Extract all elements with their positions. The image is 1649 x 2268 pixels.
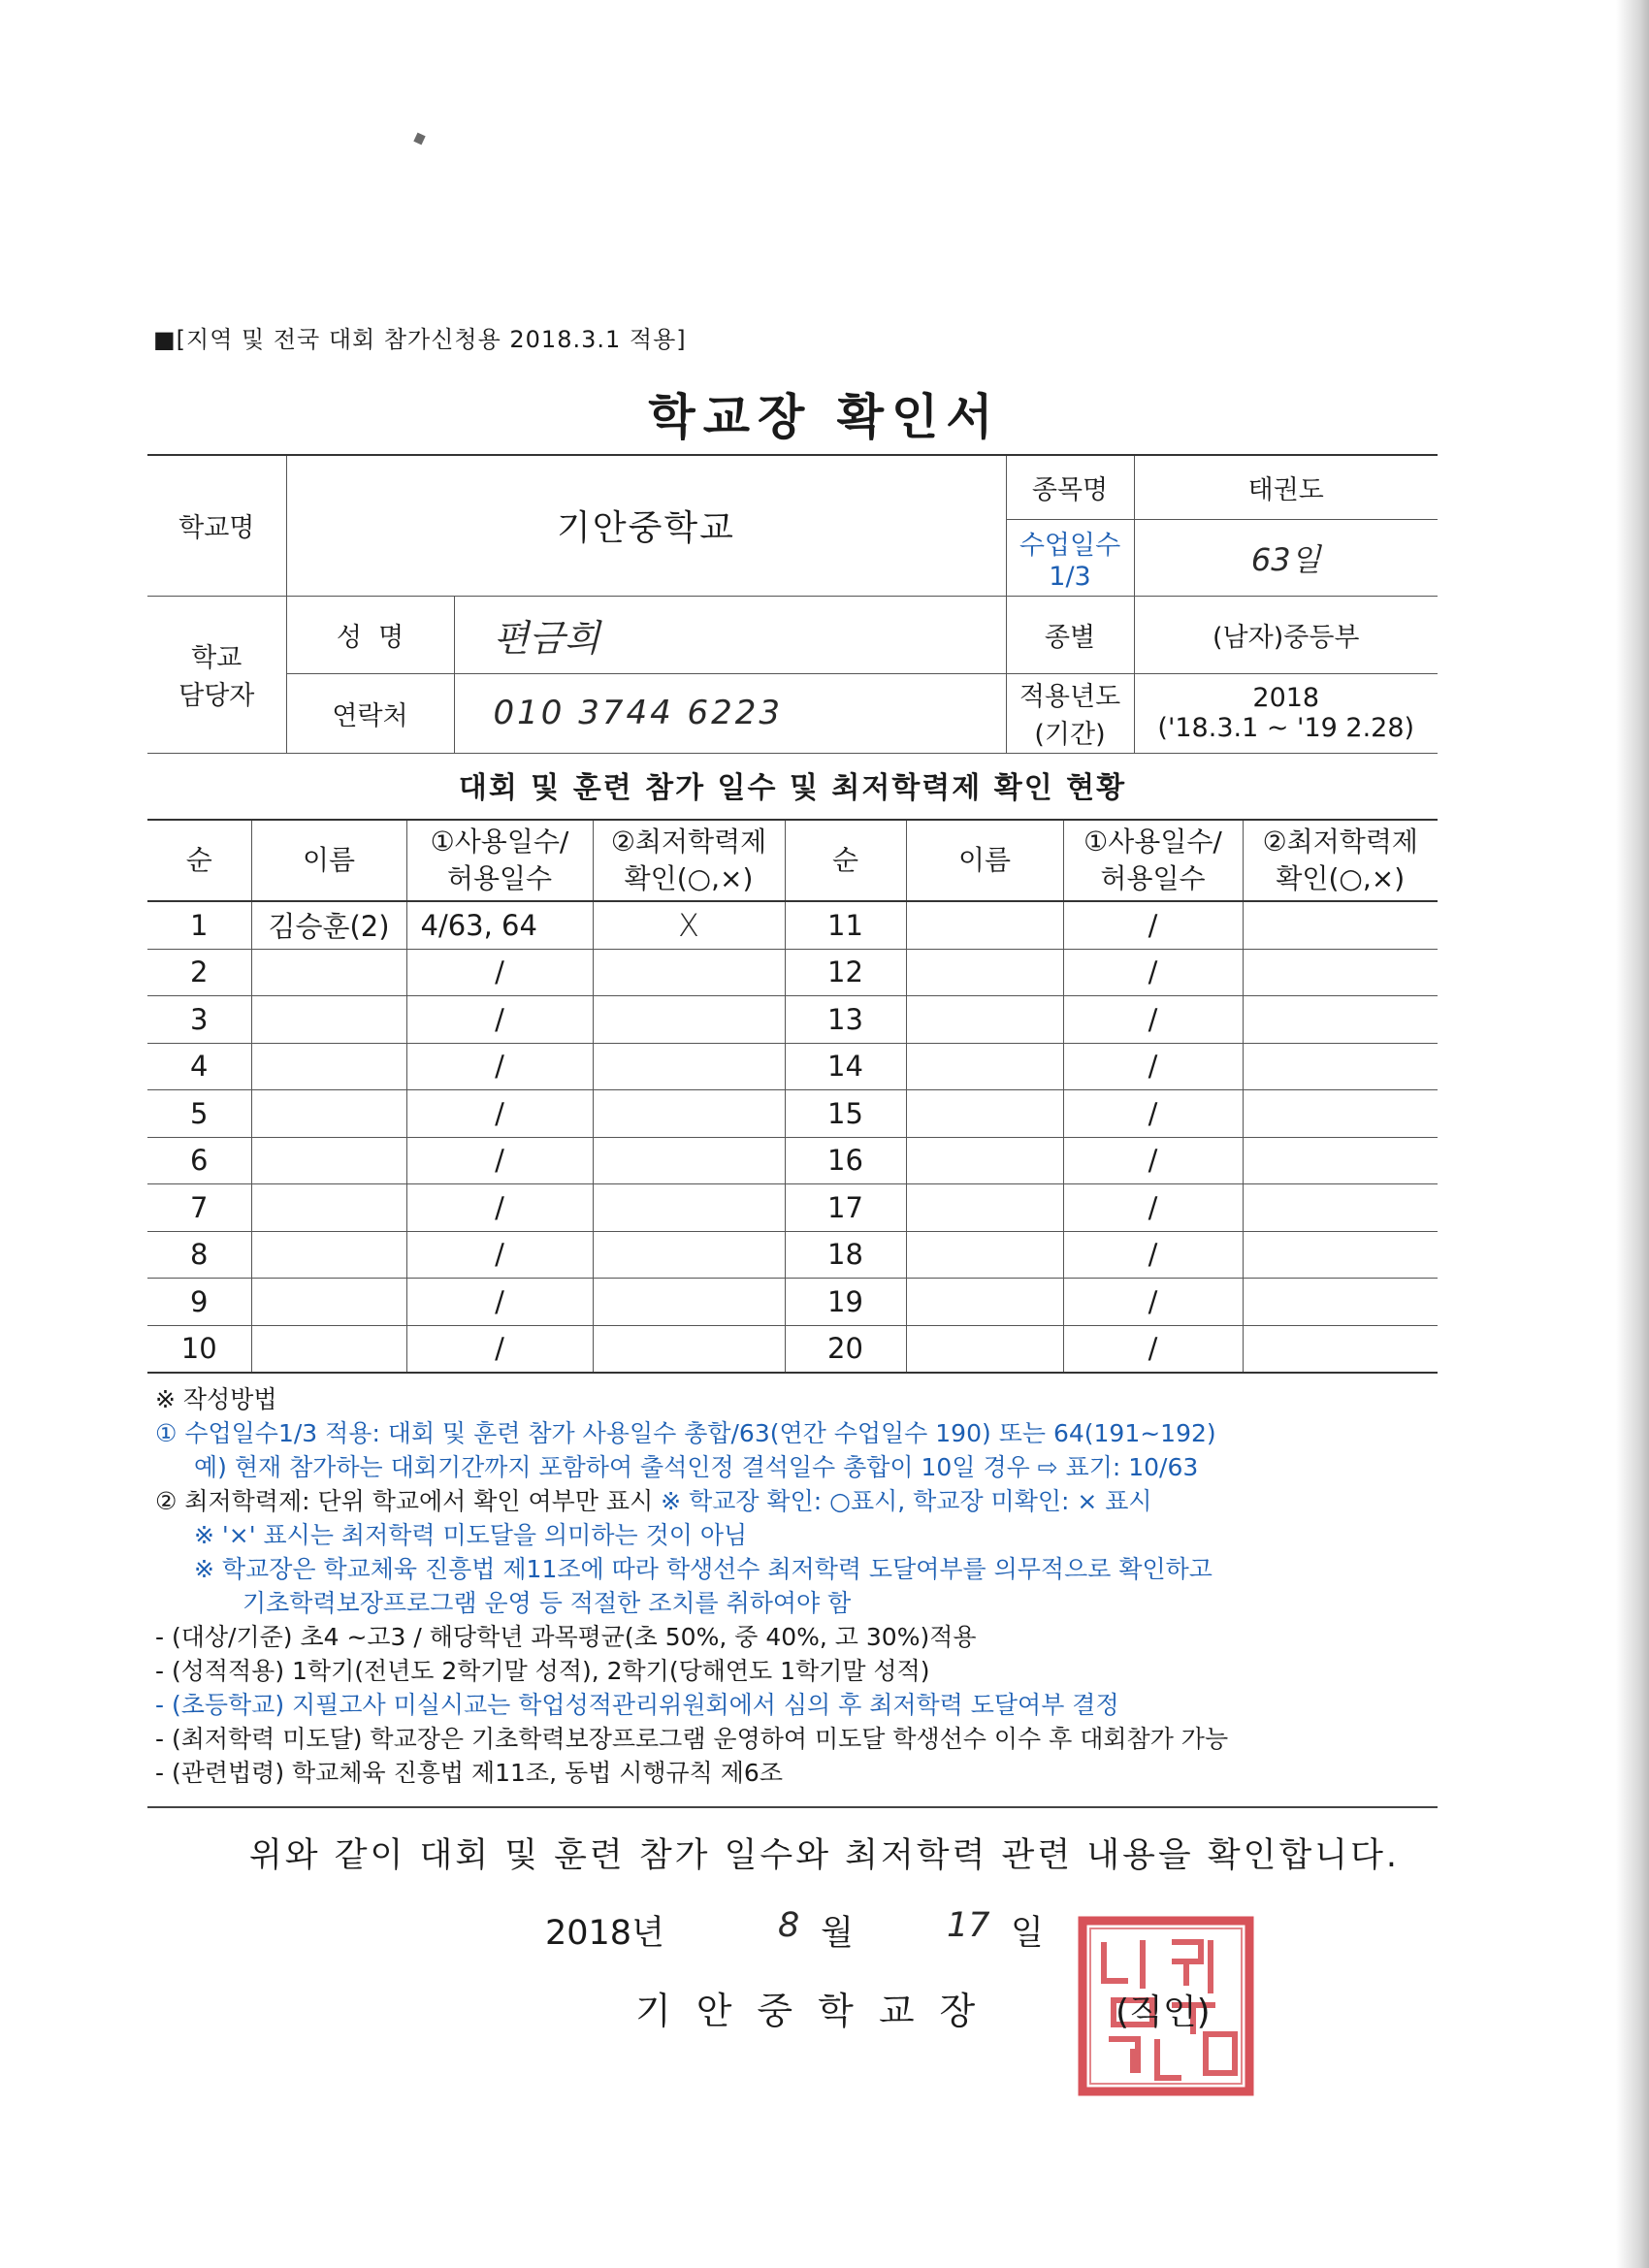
header-grade bbox=[1243, 820, 1438, 901]
row-name-left bbox=[251, 1184, 406, 1232]
row-number-right: 13 bbox=[785, 996, 906, 1044]
row-number-left: 10 bbox=[147, 1325, 251, 1373]
scan-mark bbox=[413, 133, 425, 146]
row-name-left bbox=[251, 1231, 406, 1279]
class-days-value: 63일 bbox=[1134, 519, 1438, 596]
instructions bbox=[155, 1382, 1455, 1790]
header-days-line1: ①사용일수/ bbox=[1083, 826, 1222, 858]
divider bbox=[147, 1806, 1438, 1808]
row-number-left: 8 bbox=[147, 1231, 251, 1279]
note-2-sub: ※ '×' 표시는 최저학력 미도달을 의미하는 것이 아님 bbox=[194, 1521, 748, 1549]
row-number-right: 12 bbox=[785, 949, 906, 996]
row-check-right bbox=[1243, 1279, 1438, 1326]
row-days-left: / bbox=[406, 1231, 593, 1279]
row-check-left bbox=[593, 1231, 785, 1279]
row-number-right: 19 bbox=[785, 1279, 906, 1326]
header-days bbox=[1063, 820, 1243, 901]
row-number-left: 9 bbox=[147, 1279, 251, 1326]
info-table bbox=[147, 454, 1438, 754]
row-days-left: / bbox=[406, 996, 593, 1044]
date-day-unit: 일 bbox=[1011, 1914, 1044, 1953]
row-days-right: / bbox=[1063, 1279, 1243, 1326]
row-name-left bbox=[251, 1043, 406, 1090]
table-row bbox=[147, 1043, 1438, 1090]
row-name-right bbox=[906, 1325, 1063, 1373]
detail-below-minimum: - (최저학력 미도달) 학교장은 기초학력보장프로그램 운영하여 미도달 학생선수 이수 후 대회참가 가능 bbox=[155, 1725, 1229, 1753]
row-name-left bbox=[251, 1325, 406, 1373]
class-days-label-line2: 1/3 bbox=[1049, 561, 1091, 592]
row-number-left: 1 bbox=[147, 901, 251, 949]
row-check-left bbox=[593, 1043, 785, 1090]
row-number-right: 20 bbox=[785, 1325, 906, 1373]
year-label-line2: (기간) bbox=[1034, 720, 1106, 750]
row-number-right: 16 bbox=[785, 1137, 906, 1184]
row-number-left: 6 bbox=[147, 1137, 251, 1184]
manager-label-line2: 담당자 bbox=[178, 681, 255, 711]
row-name-right bbox=[906, 1090, 1063, 1138]
year-label bbox=[1006, 673, 1134, 753]
table-row bbox=[147, 949, 1438, 996]
header-no: 순 bbox=[785, 820, 906, 901]
detail-target: - (대상/기준) 초4 ~고3 / 해당학년 과목평균(초 50%, 중 40%, 고 30%)적용 bbox=[155, 1623, 977, 1651]
row-number-right: 14 bbox=[785, 1043, 906, 1090]
row-number-left: 4 bbox=[147, 1043, 251, 1090]
roster-subtitle: 대회 및 훈련 참가 일수 및 최저학력제 확인 현황 bbox=[458, 771, 1127, 805]
detail-elementary: - (초등학교) 지필고사 미실시교는 학업성적관리위원회에서 심의 후 최저학력 도달여부 결정 bbox=[155, 1691, 1119, 1719]
table-row bbox=[147, 996, 1438, 1044]
row-name-right bbox=[906, 1137, 1063, 1184]
row-number-right: 17 bbox=[785, 1184, 906, 1232]
row-name-left bbox=[251, 949, 406, 996]
school-label: 학교명 bbox=[147, 455, 286, 596]
note-2-highlight: ※ 학교장 확인: ○표시, 학교장 미확인: × 표시 bbox=[661, 1487, 1152, 1515]
row-check-right bbox=[1243, 1325, 1438, 1373]
row-name-left: 김승훈(2) bbox=[251, 901, 406, 949]
row-check-left: X bbox=[593, 901, 785, 949]
date-month: 8 bbox=[778, 1906, 800, 1945]
row-days-right: / bbox=[1063, 1043, 1243, 1090]
row-number-right: 11 bbox=[785, 901, 906, 949]
note-3-line2: 기초학력보장프로그램 운영 등 적절한 조치를 취하여야 함 bbox=[242, 1589, 852, 1617]
header-days bbox=[406, 820, 593, 901]
row-check-left bbox=[593, 1279, 785, 1326]
row-days-right: / bbox=[1063, 1137, 1243, 1184]
note-3-line1: ※ 학교장은 학교체육 진흥법 제11조에 따라 학생선수 최저학력 도달여부를 의무적으로 확인하고 bbox=[194, 1555, 1212, 1583]
event-label: 종목명 bbox=[1006, 455, 1134, 519]
header-days-line2: 허용일수 bbox=[446, 862, 553, 894]
table-row bbox=[147, 1137, 1438, 1184]
name-label: 성 명 bbox=[286, 596, 454, 673]
header-grade-line2: 확인(○,×) bbox=[624, 862, 754, 894]
table-row bbox=[147, 1231, 1438, 1279]
row-check-right bbox=[1243, 1184, 1438, 1232]
header-days-line1: ①사용일수/ bbox=[430, 826, 569, 858]
header-days-line2: 허용일수 bbox=[1100, 862, 1206, 894]
detail-grades: - (성적적용) 1학기(전년도 2학기말 성적), 2학기(당해연도 1학기말 성적) bbox=[155, 1657, 930, 1685]
row-days-left: 4/63, 64 bbox=[406, 901, 593, 949]
header-no: 순 bbox=[147, 820, 251, 901]
row-check-right bbox=[1243, 1043, 1438, 1090]
row-number-left: 3 bbox=[147, 996, 251, 1044]
row-days-left: / bbox=[406, 1043, 593, 1090]
row-check-right bbox=[1243, 1137, 1438, 1184]
year-label-line1: 적용년도 bbox=[1018, 682, 1121, 712]
row-check-left bbox=[593, 949, 785, 996]
row-days-left: / bbox=[406, 1184, 593, 1232]
row-name-right bbox=[906, 1279, 1063, 1326]
note-1-line1: ① 수업일수1/3 적용: 대회 및 훈련 참가 사용일수 총합/63(연간 수업일수 190) 또는 64(191~192) bbox=[155, 1419, 1216, 1447]
application-tag: ■[지역 및 전국 대회 참가신청용 2018.3.1 적용] bbox=[153, 326, 687, 353]
category-label: 종별 bbox=[1006, 596, 1134, 673]
row-check-left bbox=[593, 996, 785, 1044]
row-check-right bbox=[1243, 1231, 1438, 1279]
manager-label-line1: 학교 bbox=[191, 643, 242, 673]
row-name-left bbox=[251, 996, 406, 1044]
date-month-unit: 월 bbox=[821, 1914, 854, 1953]
header-grade-line1: ②최저학력제 bbox=[1262, 826, 1418, 858]
class-days-label bbox=[1006, 519, 1134, 596]
row-check-right bbox=[1243, 1090, 1438, 1138]
row-check-right bbox=[1243, 996, 1438, 1044]
row-number-right: 18 bbox=[785, 1231, 906, 1279]
row-days-right: / bbox=[1063, 1231, 1243, 1279]
roster-body bbox=[147, 901, 1438, 1373]
manager-name: 편금희 bbox=[454, 596, 1006, 673]
table-row bbox=[147, 1184, 1438, 1232]
row-check-left bbox=[593, 1090, 785, 1138]
table-row bbox=[147, 1279, 1438, 1326]
year-value: 2018 bbox=[1252, 683, 1320, 713]
row-check-left bbox=[593, 1137, 785, 1184]
row-days-left: / bbox=[406, 1090, 593, 1138]
detail-laws: - (관련법령) 학교체육 진흥법 제11조, 동법 시행규칙 제6조 bbox=[155, 1759, 783, 1787]
document-title: 학교장 확인서 bbox=[648, 389, 1001, 445]
row-check-left bbox=[593, 1184, 785, 1232]
scan-edge-shadow bbox=[1616, 0, 1649, 2268]
year-value-cell bbox=[1134, 673, 1438, 753]
table-row bbox=[147, 1325, 1438, 1373]
row-name-right bbox=[906, 1043, 1063, 1090]
row-number-left: 2 bbox=[147, 949, 251, 996]
note-2-prefix: ② 최저학력제: 단위 학교에서 확인 여부만 표시 bbox=[155, 1487, 662, 1515]
note-2 bbox=[155, 1484, 1455, 1518]
header-name: 이름 bbox=[251, 820, 406, 901]
row-name-left bbox=[251, 1279, 406, 1326]
notes-heading: ※ 작성방법 bbox=[155, 1385, 277, 1413]
period-value: ('18.3.1 ~ '19 2.28) bbox=[1157, 713, 1415, 743]
row-name-left bbox=[251, 1090, 406, 1138]
confirmation-statement: 위와 같이 대회 및 훈련 참가 일수와 최저학력 관련 내용을 확인합니다. bbox=[248, 1836, 1401, 1875]
row-check-left bbox=[593, 1325, 785, 1373]
event-value: 태권도 bbox=[1134, 455, 1438, 519]
row-number-right: 15 bbox=[785, 1090, 906, 1138]
row-number-left: 7 bbox=[147, 1184, 251, 1232]
row-days-left: / bbox=[406, 1325, 593, 1373]
header-grade-line1: ②최저학력제 bbox=[610, 826, 767, 858]
row-name-right bbox=[906, 1231, 1063, 1279]
row-days-left: / bbox=[406, 1137, 593, 1184]
category-value: (남자)중등부 bbox=[1134, 596, 1438, 673]
roster-header-row bbox=[147, 820, 1438, 901]
header-grade bbox=[593, 820, 785, 901]
contact-value: 010 3744 6223 bbox=[454, 673, 1006, 753]
header-name: 이름 bbox=[906, 820, 1063, 901]
row-days-right: / bbox=[1063, 1325, 1243, 1373]
manager-label bbox=[147, 596, 286, 753]
table-row bbox=[147, 1090, 1438, 1138]
row-name-right bbox=[906, 949, 1063, 996]
roster-table bbox=[147, 819, 1438, 1374]
row-days-right: / bbox=[1063, 1090, 1243, 1138]
row-days-right: / bbox=[1063, 996, 1243, 1044]
header-grade-line2: 확인(○,×) bbox=[1276, 862, 1406, 894]
date-year: 2018년 bbox=[545, 1914, 664, 1953]
row-name-right bbox=[906, 1184, 1063, 1232]
contact-label: 연락처 bbox=[286, 673, 454, 753]
row-days-right: / bbox=[1063, 949, 1243, 996]
table-row bbox=[147, 901, 1438, 949]
date-day: 17 bbox=[947, 1906, 990, 1945]
row-number-left: 5 bbox=[147, 1090, 251, 1138]
note-1-line2: 예) 현재 참가하는 대회기간까지 포함하여 출석인정 결석일수 총합이 10일 경우 ⇨ 표기: 10/63 bbox=[194, 1453, 1199, 1481]
row-check-right bbox=[1243, 949, 1438, 996]
row-check-right bbox=[1243, 901, 1438, 949]
seal-note: (직인) bbox=[1116, 1993, 1211, 2032]
class-days-label-line1: 수업일수 bbox=[1018, 530, 1121, 561]
row-name-right bbox=[906, 901, 1063, 949]
row-days-right: / bbox=[1063, 901, 1243, 949]
row-days-right: / bbox=[1063, 1184, 1243, 1232]
school-name: 기안중학교 bbox=[286, 455, 1006, 596]
row-days-left: / bbox=[406, 1279, 593, 1326]
row-name-right bbox=[906, 996, 1063, 1044]
row-days-left: / bbox=[406, 949, 593, 996]
row-name-left bbox=[251, 1137, 406, 1184]
principal-title: 기안중학교장 bbox=[635, 1990, 1001, 2032]
